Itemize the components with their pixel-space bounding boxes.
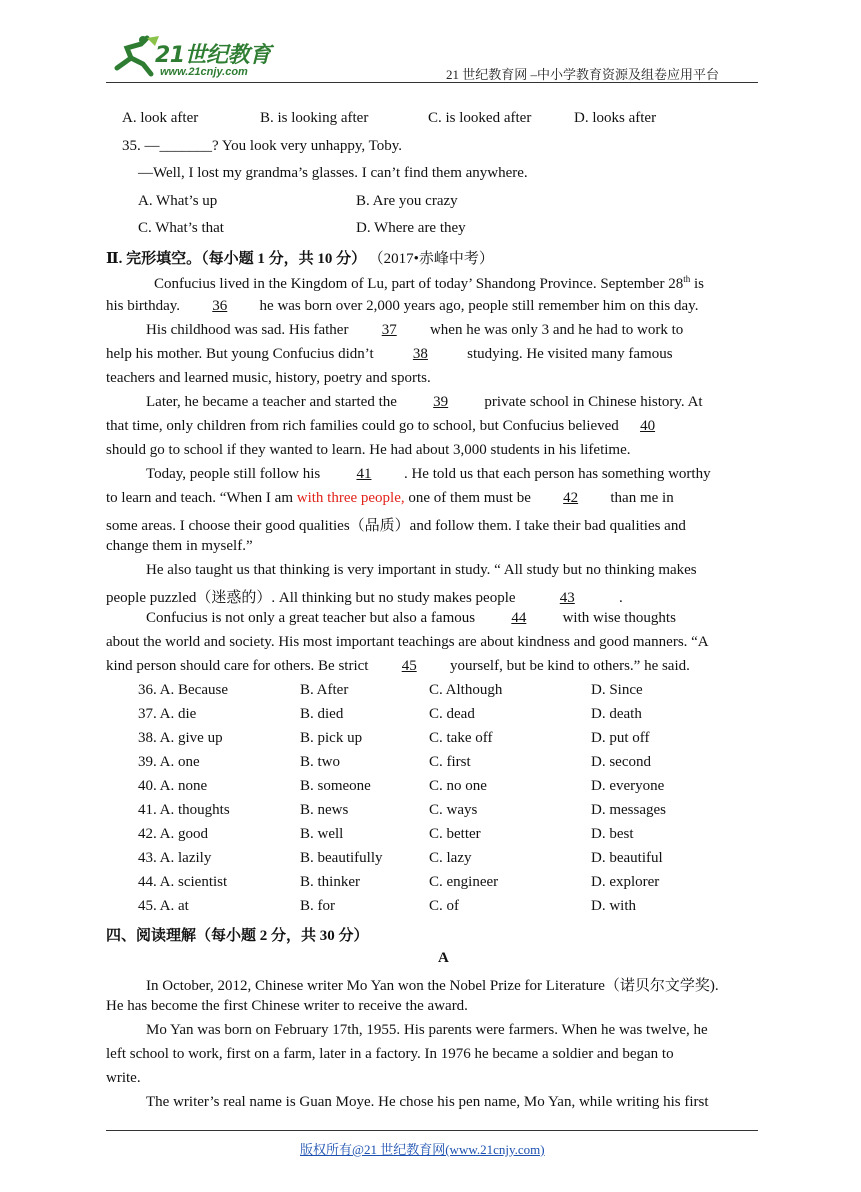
choice-option: D. messages — [591, 802, 666, 818]
choice-option: D. second — [591, 754, 651, 770]
choice-option: B. After — [300, 682, 349, 698]
choice-option: 42. A. good — [138, 826, 209, 842]
q35-option-c: C. What’s that — [138, 220, 224, 236]
reading-line: Mo Yan was born on February 17th, 1955. His parents were farmers. When he was twelve, he — [146, 1022, 708, 1038]
blank-44[interactable]: 44 — [511, 610, 527, 626]
choice-option: D. everyone — [591, 778, 665, 794]
passage-line: some areas. I choose their good qualities（品质）and follow them. I take their bad qualities and — [106, 518, 686, 534]
choice-option: C. first — [429, 754, 471, 770]
choice-option: D. put off — [591, 730, 650, 746]
choice-option: 41. A. thoughts — [138, 802, 230, 818]
choice-option: 45. A. at — [138, 898, 189, 914]
blank-42[interactable]: 42 — [563, 490, 579, 506]
choice-option: C. no one — [429, 778, 487, 794]
choice-option: C. engineer — [429, 874, 499, 890]
choice-option: B. two — [300, 754, 341, 770]
blank-41[interactable]: 41 — [356, 466, 372, 482]
choice-option: B. died — [300, 706, 344, 722]
passage-line: Later, he became a teacher and started the 39 private school in Chinese history. At — [146, 394, 703, 410]
choice-option: B. well — [300, 826, 344, 842]
choice-option: B. beautifully — [300, 850, 383, 866]
choice-option: C. ways — [429, 802, 478, 818]
blank-36[interactable]: 36 — [212, 298, 228, 314]
q34-option-c: C. is looked after — [428, 110, 532, 126]
passage-line: help his mother. But young Confucius didn’t 38 studying. He visited many famous — [106, 346, 673, 362]
choice-option: C. dead — [429, 706, 475, 722]
header-divider — [106, 82, 758, 83]
passage-line: change them in myself.” — [106, 538, 253, 554]
choice-option: C. better — [429, 826, 481, 842]
blank-45[interactable]: 45 — [401, 658, 417, 674]
choice-option: 44. A. scientist — [138, 874, 228, 890]
blank-40[interactable]: 40 — [640, 418, 656, 434]
q35-reply: —Well, I lost my grandma’s glasses. I can’t find them anywhere. — [138, 165, 528, 181]
q35-option-d: D. Where are they — [356, 220, 466, 236]
passage-line: his birthday. 36 he was born over 2,000 years ago, people still remember him on this day. — [106, 298, 699, 314]
choice-option: D. best — [591, 826, 634, 842]
choice-option: D. Since — [591, 682, 643, 698]
logo-url: www.21cnjy.com — [160, 66, 248, 78]
choice-option: 36. A. Because — [138, 682, 228, 698]
choice-option: C. of — [429, 898, 459, 914]
passage-line: Confucius is not only a great teacher but also a famous 44 with wise thoughts — [146, 610, 676, 626]
passage-line: people puzzled（迷惑的）. All thinking but no study makes people 43 . — [106, 590, 623, 606]
choice-option: B. someone — [300, 778, 371, 794]
passage-line: to learn and teach. “When I am with three people, one of them must be 42 than me in — [106, 490, 674, 506]
blank-37[interactable]: 37 — [381, 322, 397, 338]
passage-line: should go to school if they wanted to learn. He had about 3,000 students in his lifetime. — [106, 442, 631, 458]
choice-option: C. take off — [429, 730, 493, 746]
logo-text: 21世纪教育 — [155, 43, 271, 68]
passage-line: kind person should care for others. Be strict 45 yourself, but be kind to others.” he said. — [106, 658, 690, 674]
choice-option: D. with — [591, 898, 636, 914]
choice-option: 37. A. die — [138, 706, 197, 722]
choice-option: 38. A. give up — [138, 730, 223, 746]
blank-38[interactable]: 38 — [412, 346, 428, 362]
choice-option: B. thinker — [300, 874, 360, 890]
section-4-heading: 四、阅读理解（每小题 2 分，共 30 分） — [106, 928, 369, 944]
choice-option: B. for — [300, 898, 335, 914]
q35-question: 35. —_______? You look very unhappy, Toby. — [122, 138, 403, 154]
reading-line: The writer’s real name is Guan Moye. He chose his pen name, Mo Yan, while writing his first — [146, 1094, 709, 1110]
choice-option: D. beautiful — [591, 850, 663, 866]
passage-line: Confucius lived in the Kingdom of Lu, part of today’ Shandong Province. September 28th is — [154, 274, 704, 292]
reading-line: write. — [106, 1070, 141, 1086]
choice-option: C. lazy — [429, 850, 472, 866]
reading-line: In October, 2012, Chinese writer Mo Yan won the Nobel Prize for Literature（诺贝尔文学奖). — [146, 978, 719, 994]
passage-line: that time, only children from rich families could go to school, but Confucius believed 40 — [106, 418, 758, 435]
choice-option: D. death — [591, 706, 642, 722]
reading-line: left school to work, first on a farm, later in a factory. In 1976 he became a soldier and began to — [106, 1046, 674, 1062]
passage-line: Today, people still follow his 41 . He told us that each person has something worthy — [146, 466, 711, 482]
copyright-link[interactable]: 版权所有@21 世纪教育网(www.21cnjy.com) — [300, 1142, 545, 1157]
choice-option: B. news — [300, 802, 349, 818]
q35-option-a: A. What’s up — [138, 193, 218, 209]
q34-option-b: B. is looking after — [260, 110, 369, 126]
reading-part-label: A — [438, 950, 449, 966]
choice-option: 39. A. one — [138, 754, 200, 770]
blank-39[interactable]: 39 — [433, 394, 449, 410]
blank-43[interactable]: 43 — [559, 590, 575, 606]
q34-option-a: A. look after — [122, 110, 199, 126]
passage-line: teachers and learned music, history, poetry and sports. — [106, 370, 431, 386]
q34-option-d: D. looks after — [574, 110, 657, 126]
passage-line: about the world and society. His most important teachings are about kindness and good manners. “A — [106, 634, 709, 650]
choice-option: 43. A. lazily — [138, 850, 212, 866]
section-2-heading: Ⅱ. 完形填空。（每小题 1 分，共 10 分） （2017•赤峰中考） — [106, 251, 494, 267]
passage-line: His childhood was sad. His father 37 when he was only 3 and he had to work to — [146, 322, 684, 338]
passage-line: He also taught us that thinking is very important in study. “ All study but no thinking makes — [146, 562, 697, 578]
q35-option-b: B. Are you crazy — [356, 193, 458, 209]
platform-title: 21 世纪教育网 –中小学教育资源及组卷应用平台 — [446, 67, 720, 82]
reading-line: He has become the first Chinese writer to receive the award. — [106, 998, 468, 1014]
choice-option: 40. A. none — [138, 778, 208, 794]
choice-option: C. Although — [429, 682, 503, 698]
footer-divider — [106, 1130, 758, 1131]
choice-option: D. explorer — [591, 874, 660, 890]
choice-option: B. pick up — [300, 730, 363, 746]
